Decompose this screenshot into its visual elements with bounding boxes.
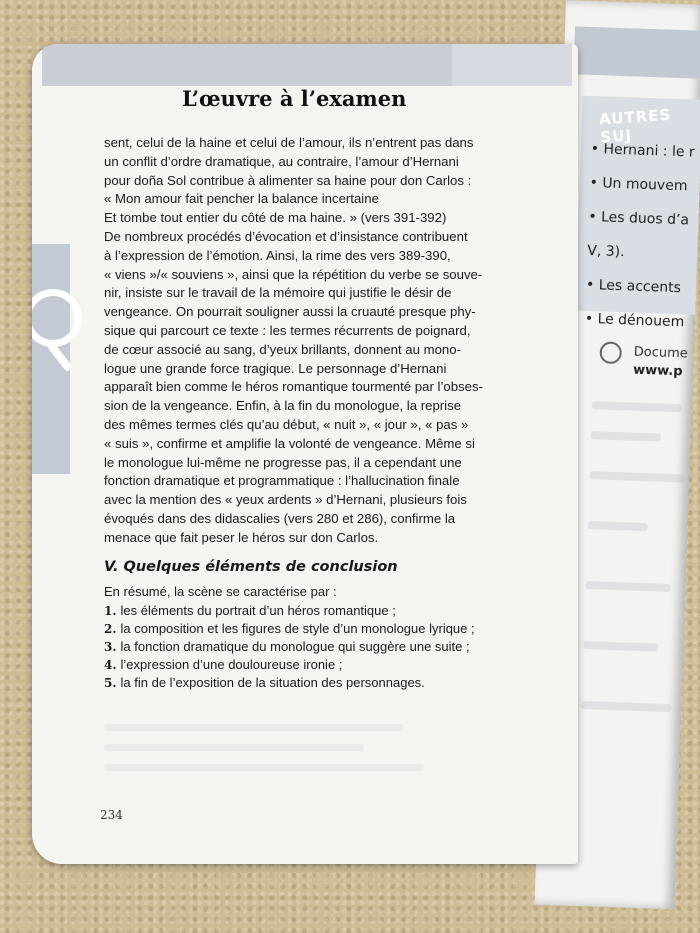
text-line: de cœur associé au sang, d’yeux brillants, donnent au mono-	[104, 341, 461, 357]
header-band-light	[452, 44, 572, 86]
text-line: apparaît bien comme le héros romantique tourmenté par l’obses-	[104, 379, 483, 395]
right-page-item: • Hernani : le r	[590, 140, 695, 161]
text-line: sion de la vengeance. Enfin, à la fin du monologue, la reprise	[104, 398, 462, 414]
text-line: nir, insiste sur le travail de la mémoire qui justifie le désir de	[104, 285, 452, 301]
text-line: vengeance. On pourrait souligner aussi la cruauté presque phy-	[104, 304, 476, 320]
list-text: la fonction dramatique du monologue qui suggère une suite ;	[120, 639, 470, 654]
faint-text	[585, 581, 670, 592]
book-page	[32, 44, 578, 864]
list-number: 2.	[104, 622, 117, 636]
magnifier-icon	[32, 289, 82, 347]
text-line: Et tombe tout entier du côté de ma haine. » (vers 391-392)	[104, 210, 447, 226]
right-page-www-label: www.p	[632, 362, 683, 380]
text-line: à l’expression de l’émotion. Ainsi, la rime des vers 389-390,	[104, 247, 451, 263]
list-text: l’expression d’une douloureuse ironie ;	[120, 657, 343, 672]
section-heading: V. Quelques éléments de conclusion	[104, 559, 398, 575]
section-intro: En résumé, la scène se caractérise par :	[104, 584, 337, 599]
show-through-text	[104, 744, 364, 751]
right-page-item: V, 3).	[586, 242, 625, 261]
text-line: fonction dramatique et programmatique : l’hallucination finale	[104, 473, 460, 489]
magnifier-icon	[599, 341, 622, 364]
text-line: menace que fait peser le héros sur don Carlos.	[104, 529, 379, 545]
list-item	[104, 620, 475, 638]
faint-text	[592, 401, 682, 412]
list-item	[104, 656, 475, 674]
header-band	[42, 44, 452, 86]
right-page-item: • Un mouvem	[589, 174, 688, 195]
text-line: évoqués dans des didascalies (vers 280 et 286), confirme la	[104, 510, 456, 526]
right-page-list	[584, 141, 695, 349]
list-text: la fin de l’exposition de la situation des personnages.	[120, 675, 425, 690]
text-line: « suis », confirme et amplifie la volonté de vengeance. Même si	[104, 435, 475, 451]
list-item	[104, 638, 475, 656]
list-number: 3.	[104, 640, 117, 654]
list-text: la composition et les figures de style d’un monologue lyrique ;	[120, 621, 475, 636]
page-title: L’œuvre à l’examen	[182, 86, 407, 111]
faint-text	[581, 701, 671, 712]
faint-text	[583, 641, 658, 652]
text-line: sent, celui de la haine et celui de l’amour, ils n’entrent pas dans	[104, 135, 474, 150]
body-paragraph	[104, 134, 504, 548]
list-number: 5.	[104, 676, 117, 690]
text-line: sique qui parcourt ce texte : les termes récurrents de poignard,	[104, 322, 471, 338]
right-page-box-title: AUTRES SUJ	[598, 105, 672, 147]
right-page-doc-label: Docume	[633, 344, 688, 362]
text-line: De nombreux procédés d’évocation et d’insistance contribuent	[104, 228, 468, 244]
faint-text	[589, 471, 684, 482]
right-page-item: • Les accents	[585, 276, 682, 297]
list-number: 4.	[104, 658, 117, 672]
faint-text	[591, 431, 661, 441]
conclusion-list	[104, 602, 475, 692]
right-page-item: • Les duos d’a	[588, 208, 690, 229]
list-number: 1.	[104, 604, 117, 618]
faint-text	[588, 521, 648, 531]
text-line: des mêmes termes clés qu’au début, « nuit », « jour », « pas »	[104, 416, 469, 432]
right-page-header-band	[573, 26, 700, 80]
page-number: 234	[100, 808, 123, 822]
text-line: « Mon amour fait pencher la balance incertaine	[104, 191, 379, 207]
list-text: les éléments du portrait d’un héros romantique ;	[120, 603, 396, 618]
list-item	[104, 602, 475, 620]
show-through-text	[104, 764, 424, 771]
text-line: pour doña Sol contribue à alimenter sa haine pour don Carlos :	[104, 172, 472, 188]
list-item	[104, 674, 475, 692]
text-line: un conflit d’ordre dramatique, au contraire, l’amour d’Hernani	[104, 153, 459, 169]
text-line: logue une grande force tragique. Le personnage d’Hernani	[104, 360, 447, 376]
text-line: « viens »/« souviens », ainsi que la répétition du verbe se souve-	[104, 266, 483, 282]
text-line: le monologue lui-même ne progresse pas, il a cependant une	[104, 454, 462, 470]
right-page-item: • Le dénouem	[584, 310, 685, 331]
text-line: avec la mention des « yeux ardents » d’Hernani, plusieurs fois	[104, 492, 467, 508]
show-through-text	[104, 724, 404, 731]
